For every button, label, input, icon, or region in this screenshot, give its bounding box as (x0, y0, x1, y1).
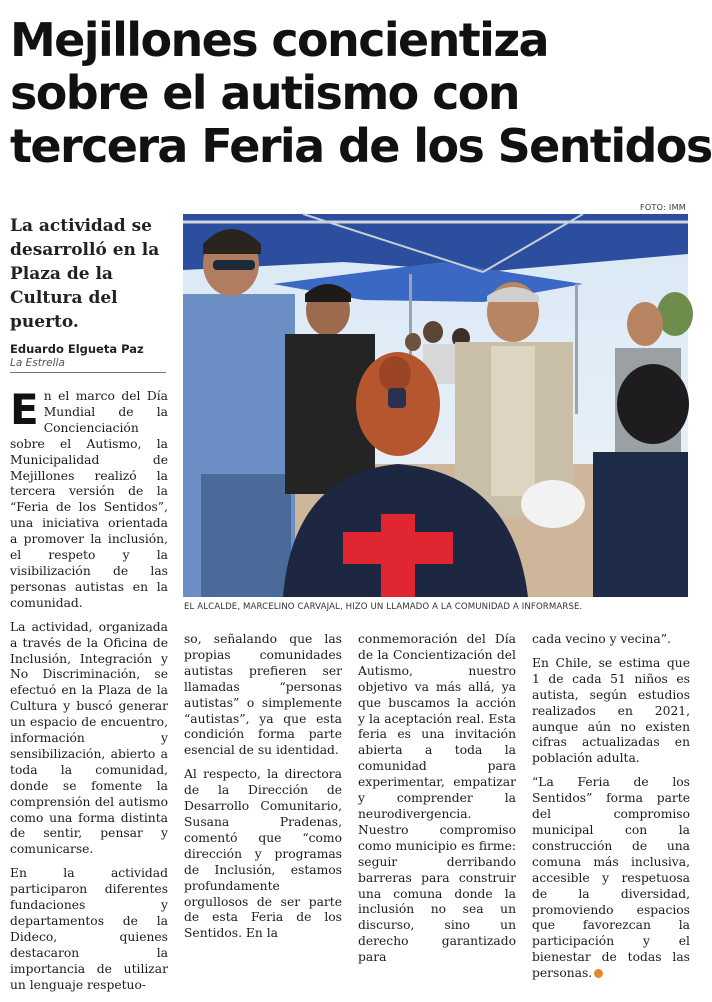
article-headline (10, 13, 712, 173)
body-column-3 (358, 632, 516, 974)
photo-caption: EL ALCALDE, MARCELINO CARVAJAL, HIZO UN LLAMADO A LA COMUNIDAD A INFORMARSE. (184, 602, 583, 612)
paragraph: Al respecto, la directora de la Dirección de Desarrollo Comunitario, Susana Pradenas, comentó que “como dirección y programas de Inclusión, estamos profundamente orgullosos de ser parte de esta Feria de los Sentidos. En la (184, 767, 342, 941)
headline-line-3: tercera Feria de los Sentidos (10, 119, 712, 173)
byline-author: Eduardo Elgueta Paz (10, 342, 144, 356)
paragraph: cada vecino y vecina”. (532, 632, 671, 646)
article-deck: La actividad se desarrolló en la Plaza de la Cultura del puerto. (10, 216, 160, 332)
paragraph: La actividad, organizada a través de la Oficina de Inclusión, Integración y No Discriminación, se efectuó en la Plaza de la Cultura y buscó generar un espacio de encuentro, información y sensibilización, abierto a toda la comunidad, donde se fomente la comprensión del autismo como una forma distinta de sentir, pensar y comunicarse. (10, 619, 168, 857)
article-photo (183, 214, 688, 597)
byline-publication: La Estrella (10, 357, 65, 369)
byline (10, 342, 175, 369)
drop-cap: E (10, 385, 39, 434)
headline-line-2: sobre el autismo con (10, 66, 519, 120)
paragraph: so, señalando que las propias comunidades autistas prefieren ser llamadas “personas autistas” o simplemente “autistas”, ya que esta condición forma parte esencial de su identidad. (184, 632, 342, 758)
body-column-2 (184, 632, 342, 950)
paragraph: “La Feria de los Sentidos” forma parte del compromiso municipal con la construcción de una comuna más inclusiva, accesible y respetuosa de la diversidad, promoviendo espacios que favorezcan la participación y el bienestar de todas las personas. (532, 775, 690, 981)
paragraph: En Chile, se estima que 1 de cada 51 niños es autista, según estudios realizados en 2021, aunque aún no existen cifras actualizadas en población adulta. (532, 655, 690, 766)
paragraph: n el marco del Día Mundial de la Concienciación sobre el Autismo, la Municipalidad de Mejillones realizó la tercera versión de la “Feria de los Sentidos”, una iniciativa orientada a promover la inclusión, el respeto y la visibilización de las personas autistas en la comunidad. (10, 389, 168, 610)
end-mark-icon (594, 969, 603, 978)
byline-divider (10, 372, 166, 373)
paragraph: En la actividad participaron diferentes fundaciones y departamentos de la Dideco, quienes destacaron la importancia de utilizar un lenguaje respetuo- (10, 866, 168, 992)
photo-credit: FOTO: IMM (639, 203, 686, 212)
photo-illustration (183, 214, 688, 597)
paragraph: conmemoración del Día de la Concientización del Autismo, nuestro objetivo va más allá, ya que buscamos la acción y la aceptación real. Esta feria es una invitación abierta a toda la comunidad para experimentar, empatizar y comprender la neurodivergencia. Nuestro compromiso como municipio es firme: seguir derribando barreras para construir una comuna donde la inclusión no sea un discurso, sino un derecho garantizado para (358, 632, 516, 965)
body-column-1 (10, 385, 168, 1002)
headline-line-1: Mejillones concientiza (10, 13, 548, 67)
body-column-4 (532, 632, 690, 990)
